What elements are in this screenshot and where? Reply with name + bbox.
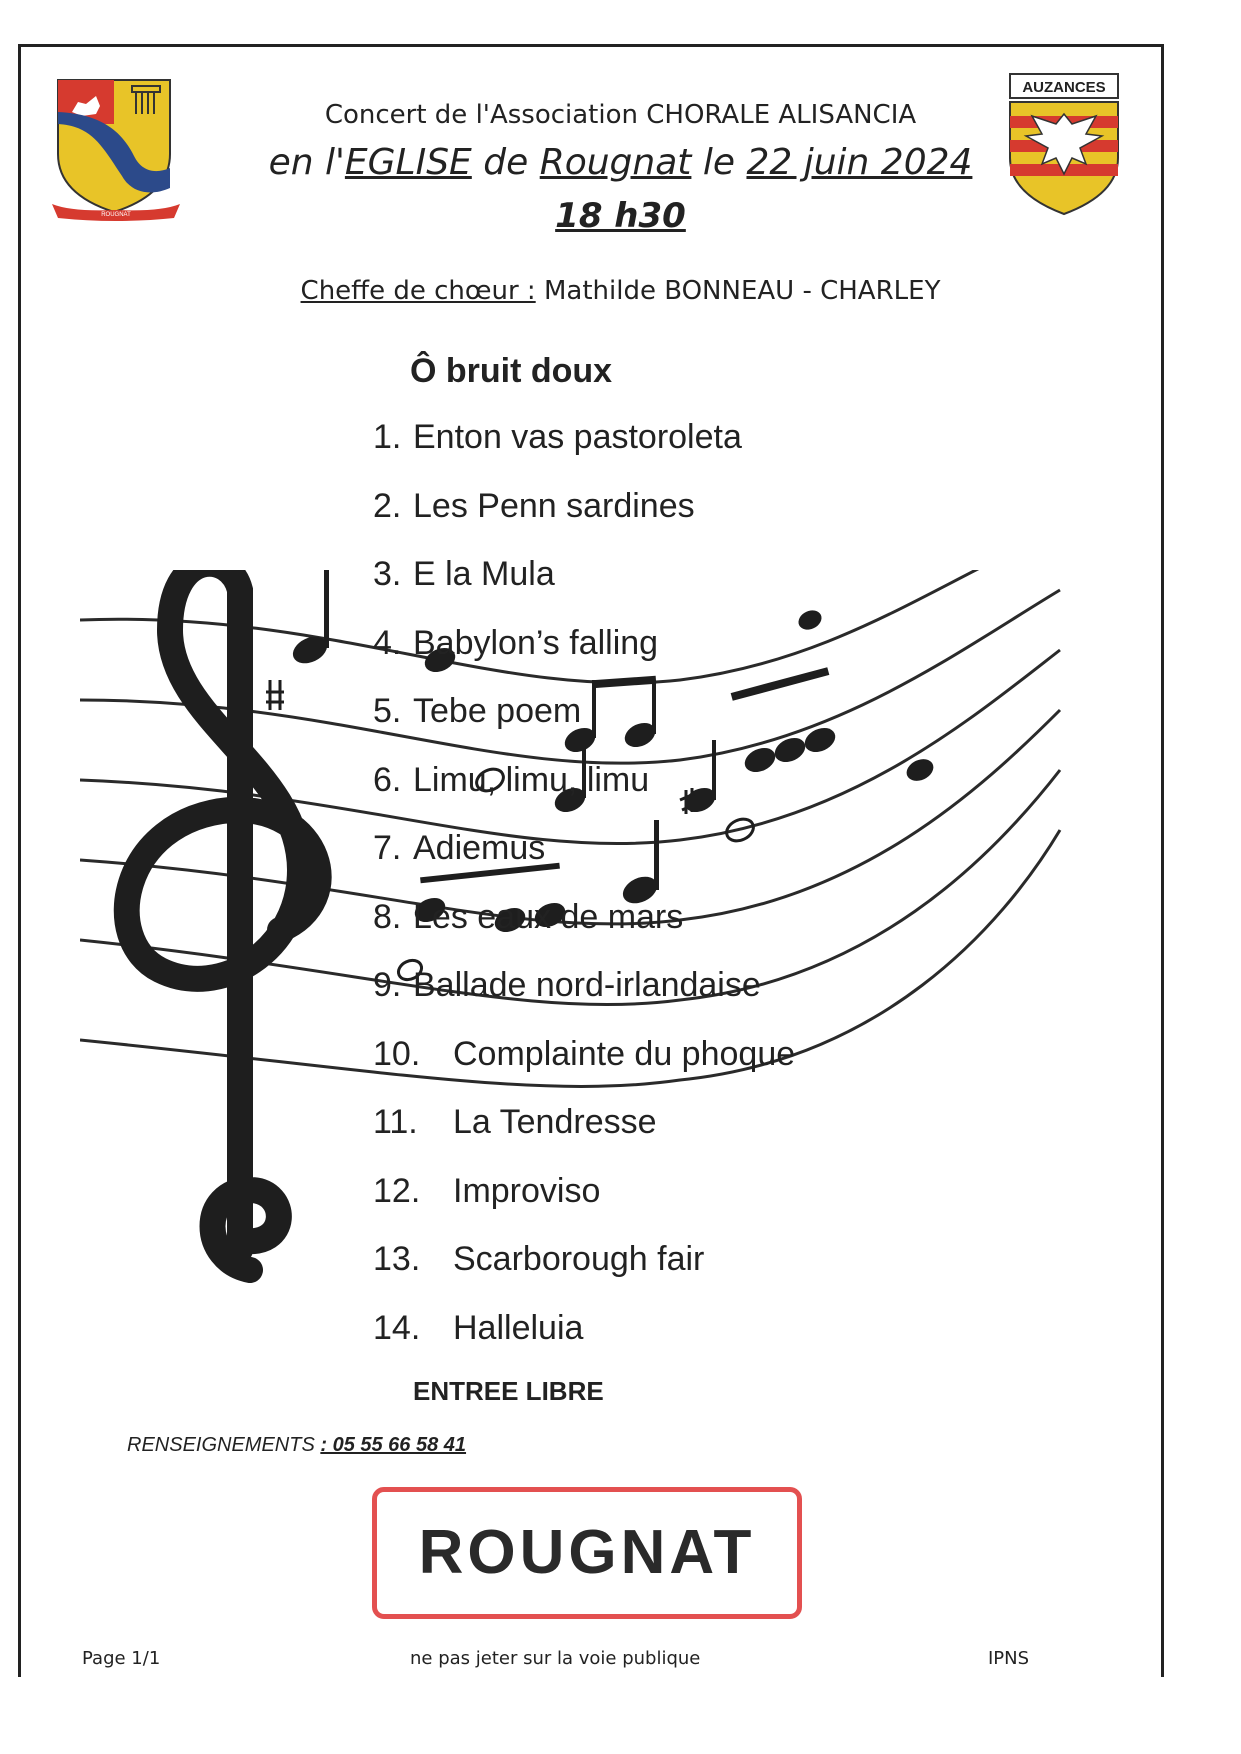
list-item xyxy=(373,1240,795,1309)
concert-title: Concert de l'Association CHORALE ALISANCIA xyxy=(324,100,917,130)
free-entry-label: ENTREE LIBRE xyxy=(413,1376,604,1406)
song-number: 12. xyxy=(373,1171,421,1210)
list-item xyxy=(373,1309,795,1378)
venue-town: Rougnat xyxy=(539,142,692,183)
song-title: Les Penn sardines xyxy=(413,486,695,525)
venue-de: de xyxy=(471,142,540,183)
song-number: 11. xyxy=(373,1103,418,1141)
song-number: 1. xyxy=(373,418,402,456)
list-item xyxy=(373,1035,795,1104)
crest-ribbon-text: ROUGNAT xyxy=(101,212,131,218)
crest-label: AUZANCES xyxy=(1022,79,1106,96)
info-phone: : 05 55 66 58 41 xyxy=(320,1434,467,1456)
info-line xyxy=(127,1434,466,1457)
venue-le: le xyxy=(691,142,747,183)
song-title: Ballade nord-irlandaise xyxy=(413,966,761,1004)
conductor-label: Cheffe de chœur : xyxy=(300,276,536,306)
song-title: Adiemus xyxy=(413,829,546,867)
list-item xyxy=(373,555,795,624)
song-title: Babylon’s falling xyxy=(413,623,659,662)
venue-place: EGLISE xyxy=(344,142,472,183)
town-sign xyxy=(372,1487,802,1619)
program-title: Ô bruit doux xyxy=(410,352,613,390)
page-number: Page 1/1 xyxy=(82,1648,161,1669)
song-number: 5. xyxy=(373,692,402,730)
conductor-name: Mathilde BONNEAU - CHARLEY xyxy=(535,276,941,306)
concert-time: 18 h30 xyxy=(555,196,686,236)
song-number: 13. xyxy=(373,1240,421,1278)
song-title: Limu, limu, limu xyxy=(413,760,650,799)
concert-date: 22 juin 2024 xyxy=(746,142,973,183)
venue-date-line xyxy=(0,142,1241,183)
song-number: 3. xyxy=(373,555,402,593)
song-number: 14. xyxy=(373,1308,421,1347)
conductor-line xyxy=(0,276,1241,306)
venue-prefix: en l' xyxy=(268,142,345,183)
concert-time-line xyxy=(0,196,1241,236)
song-number: 2. xyxy=(373,486,402,525)
info-label: RENSEIGNEMENTS xyxy=(127,1434,321,1456)
song-number: 4. xyxy=(373,623,402,662)
song-number: 9. xyxy=(373,966,402,1004)
song-title: Complainte du phoque xyxy=(453,1034,796,1073)
song-list xyxy=(373,418,795,1377)
list-item xyxy=(373,966,795,1035)
list-item xyxy=(373,624,795,693)
list-item xyxy=(373,898,795,967)
song-title: E la Mula xyxy=(413,555,555,593)
song-title: Halleluia xyxy=(453,1308,584,1347)
list-item xyxy=(373,418,795,487)
song-number: 7. xyxy=(373,829,402,867)
song-title: Scarborough fair xyxy=(453,1240,705,1278)
footer-notice: ne pas jeter sur la voie publique xyxy=(410,1648,701,1669)
song-title: La Tendresse xyxy=(453,1103,657,1141)
song-title: Les eaux de mars xyxy=(413,897,684,936)
footer-ipns: IPNS xyxy=(988,1648,1030,1669)
list-item xyxy=(373,761,795,830)
list-item xyxy=(373,1172,795,1241)
list-item xyxy=(373,487,795,556)
song-title: Tebe poem xyxy=(413,692,582,730)
town-sign-text: ROUGNAT xyxy=(418,1518,756,1587)
song-number: 6. xyxy=(373,760,402,799)
list-item xyxy=(373,829,795,898)
list-item xyxy=(373,1103,795,1172)
song-title: Improviso xyxy=(453,1171,601,1210)
list-item xyxy=(373,692,795,761)
song-number: 8. xyxy=(373,897,402,936)
song-title: Enton vas pastoroleta xyxy=(413,418,742,456)
song-number: 10. xyxy=(373,1034,421,1073)
